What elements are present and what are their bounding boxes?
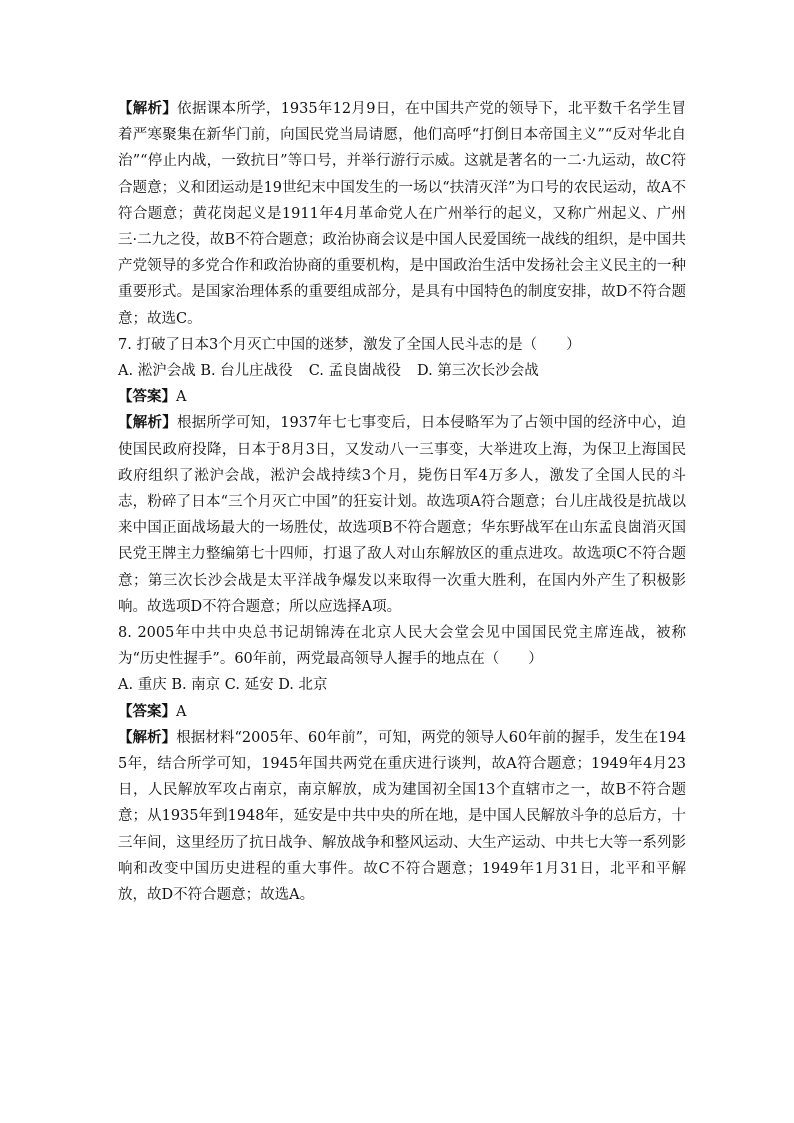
q7-answer-value: A bbox=[176, 389, 187, 406]
q7-option-c: C. 孟良崮战役 bbox=[308, 363, 401, 380]
q7-question: 7. 打破了日本3个月灭亡中国的迷梦，激发了全国人民斗志的是（ ） bbox=[118, 336, 581, 353]
q7-option-a: A. 淞沪会战 bbox=[118, 363, 196, 380]
q7-option-d: D. 第三次长沙会战 bbox=[416, 363, 539, 380]
q8-options bbox=[118, 672, 686, 698]
q8-option-b: B. 南京 bbox=[171, 677, 221, 694]
q8-analysis-paragraph bbox=[118, 725, 686, 908]
q8-option-d: D. 北京 bbox=[278, 677, 328, 694]
q7-option-b: B. 台儿庄战役 bbox=[200, 363, 293, 380]
q7-answer-tag: 【答案】 bbox=[118, 388, 176, 406]
q8-option-a: A. 重庆 bbox=[118, 677, 167, 694]
q8-option-c: C. 延安 bbox=[224, 677, 274, 694]
q7-analysis-tag: 【解析】 bbox=[118, 414, 178, 432]
q8-answer-value: A bbox=[176, 703, 187, 720]
q7-options bbox=[118, 358, 686, 384]
document-page bbox=[118, 96, 686, 908]
q7-analysis-paragraph bbox=[118, 410, 686, 620]
q7-answer-line bbox=[118, 384, 686, 410]
q8-analysis-text: 根据材料“2005年、60年前”，可知，两党的领导人60年前的握手，发生在1945年，结合所学可知，1945年国共两党在重庆进行谈判，故A符合题意；1949年4月23日，人民解放军攻占南京，南京解放，成为建国初全国13个直辖市之一，故B不符合题意；从1935年到1948年，延安是中共中央的所在地，是中国人民解放斗争的总后方，十三年间，这里经历了抗日战争、解放战争和整风运动、大生产运动、中共七大等一系列影响和改变中国历史进程的重大事件。故C不符合题意；1949年1月31日，北平和平解放，故D不符合题意；故选A。 bbox=[118, 729, 686, 904]
q6-analysis-tag: 【解析】 bbox=[118, 100, 178, 117]
q8-question: 8. 2005年中共中央总书记胡锦涛在北京人民大会堂会见中国国民党主席连战，被称为“历史性握手”。60年前，两党最高领导人握手的地点在（ ） bbox=[118, 625, 686, 668]
q8-analysis-tag: 【解析】 bbox=[118, 728, 177, 746]
q8-answer-tag: 【答案】 bbox=[118, 702, 176, 720]
q6-analysis-text: 依据课本所学，1935年12月9日，在中国共产党的领导下，北平数千名学生冒着严寒聚集在新华门前，向国民党当局请愿，他们高呼“打倒日本帝国主义”“反对华北自治”“停止内战，一致抗日”等口号，并举行游行示威。这就是著名的一二·九运动，故C符合题意；义和团运动是19世纪末中国发生的一场以“扶清灭洋”为口号的农民运动，故A不符合题意；黄花岗起义是1911年4月革命党人在广州举行的起义，又称广州起义、广州三·二九之役，故B不符合题意；政治协商会议是中国人民爱国统一战线的组织，是中国共产党领导的多党合作和政治协商的重要机构，是中国政治生活中发扬社会主义民主的一种重要形式。是国家治理体系的重要组成部分，是具有中国特色的制度安排，故D不符合题意；故选C。 bbox=[118, 101, 687, 327]
q8-answer-line bbox=[118, 699, 686, 725]
q6-analysis-paragraph bbox=[118, 96, 686, 332]
q7-analysis-text: 根据所学可知，1937年七七事变后，日本侵略军为了占领中国的经济中心，迫使国民政府投降，日本于8月3日，又发动八一三事变，大举进攻上海，为保卫上海国民政府组织了淞沪会战，淞沪会战持续3个月，毙伤日军4万多人，激发了全国人民的斗志，粉碎了日本“三个月灭亡中国”的狂妄计划。故选项A符合题意；台儿庄战役是抗战以来中国正面战场最大的一场胜仗，故选项B不符合题意；华东野战军在山东孟良崮消灭国民党王牌主力整编第七十四师，打退了敌人对山东解放区的重点进攻。故选项C不符合题意；第三次长沙会战是太平洋战争爆发以来取得一次重大胜利，在国内外产生了积极影响。故选项D不符合题意；所以应选择A项。 bbox=[118, 415, 686, 615]
